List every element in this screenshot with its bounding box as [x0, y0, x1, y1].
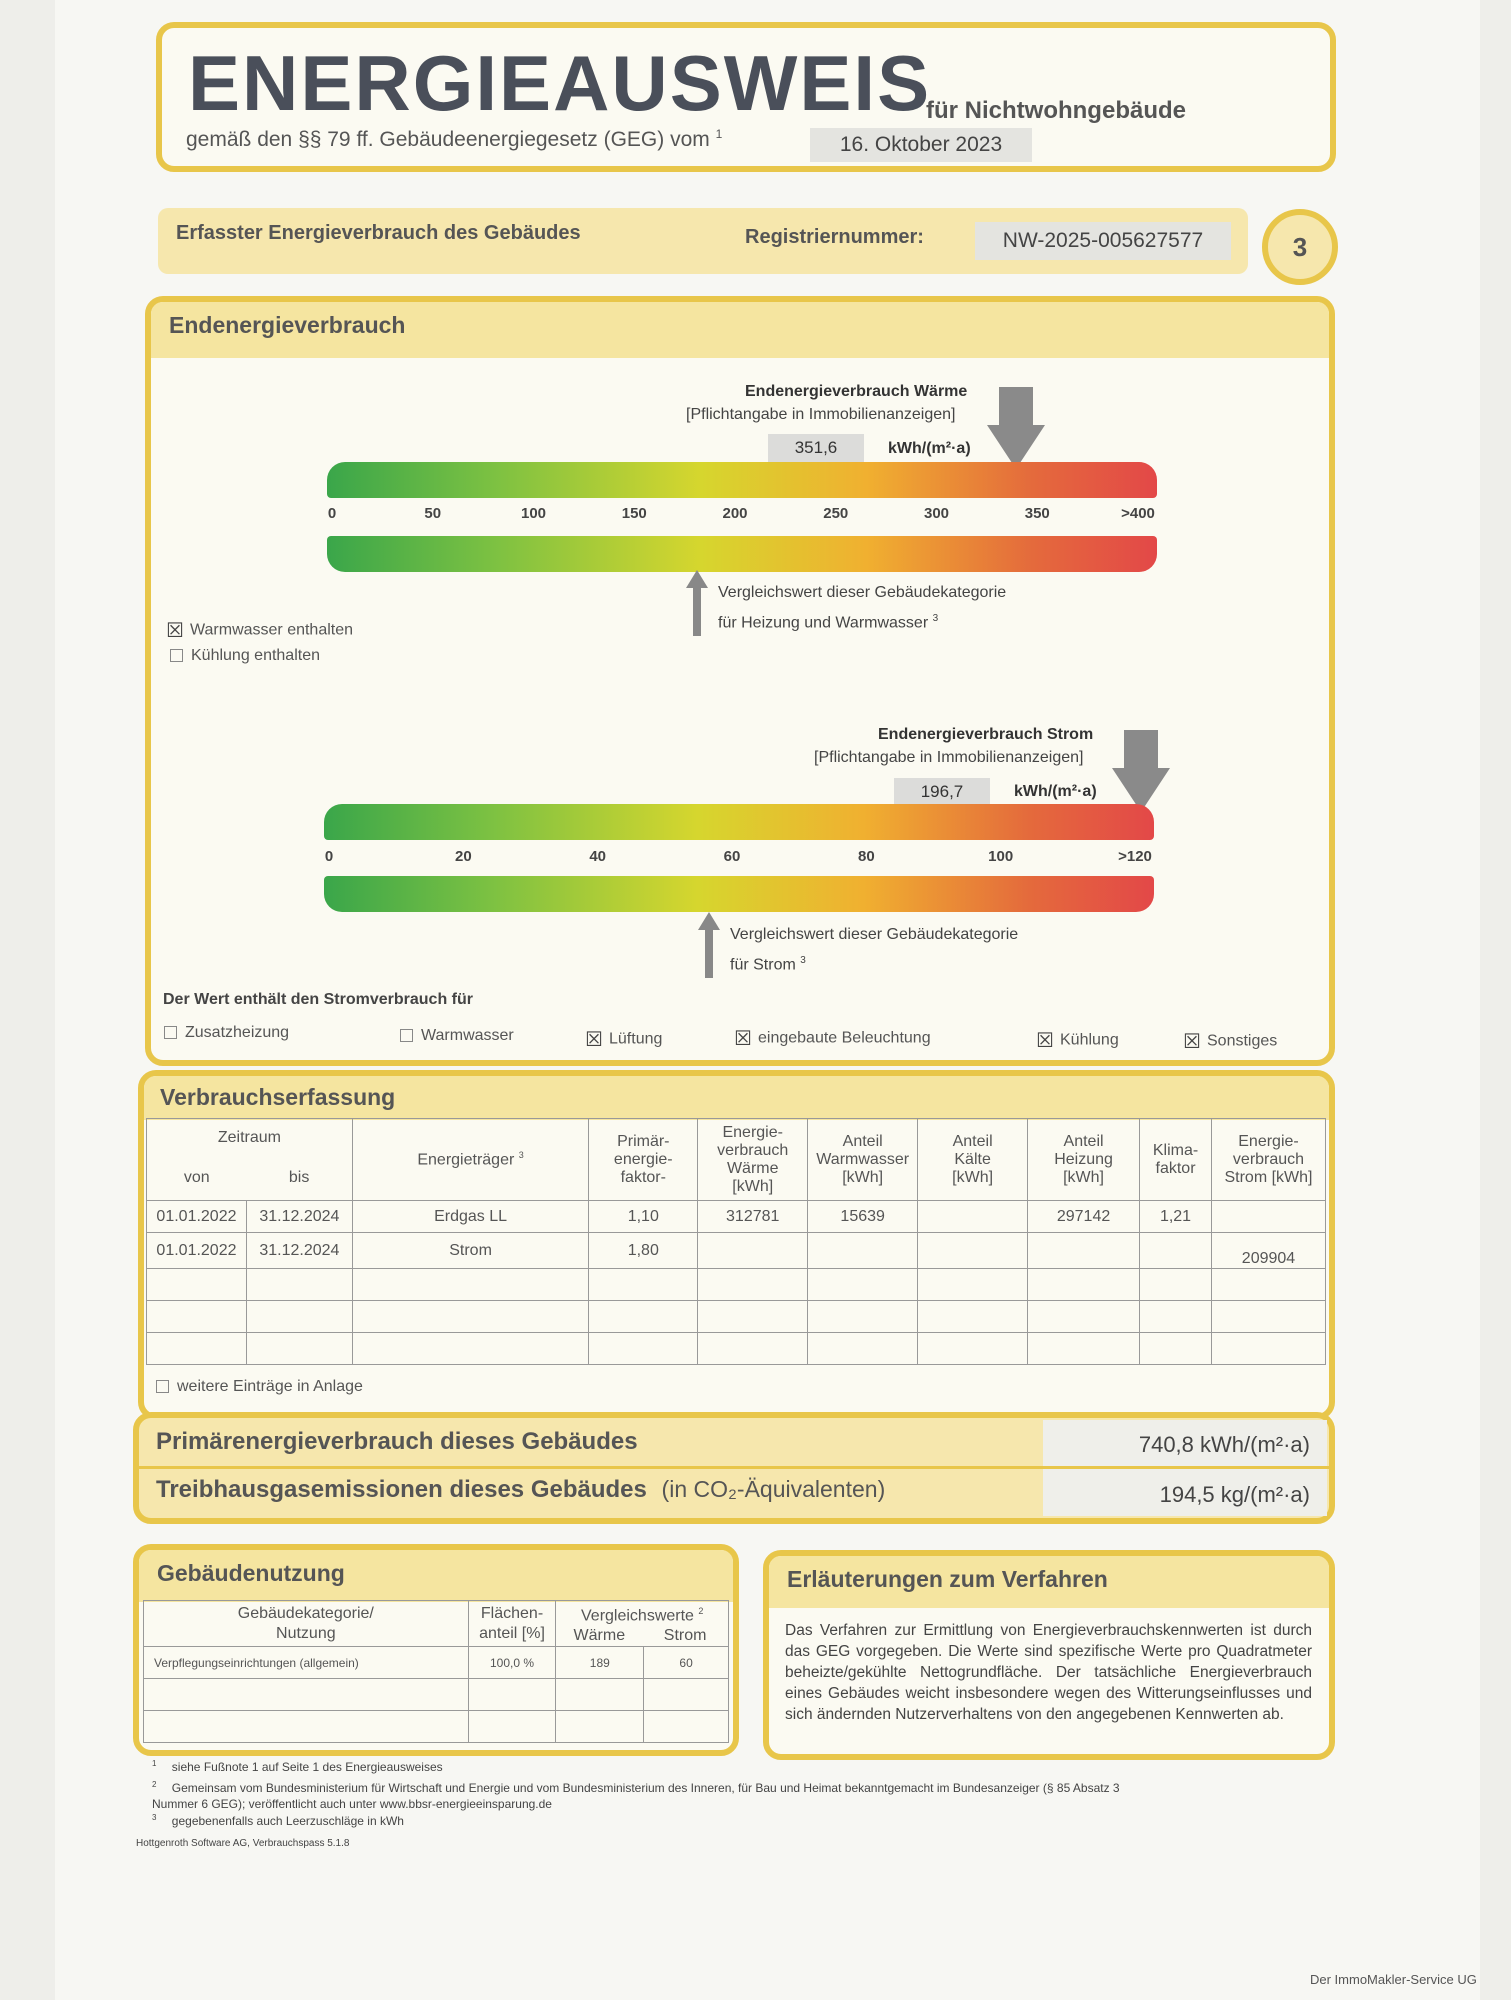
cell-strom	[1212, 1201, 1326, 1233]
strom-scale-bar-bottom	[324, 876, 1154, 912]
summary-divider	[139, 1466, 1329, 1469]
waerme-tick-label: 250	[823, 505, 849, 522]
col-waerme: Energie-verbrauch Wärme [kWh]	[698, 1119, 808, 1201]
checkbox-warmwasser-strom[interactable]	[400, 1027, 514, 1045]
cell-kategorie: Verpflegungseinrichtungen (allgemein)	[144, 1647, 469, 1679]
cell-waerme: 312781	[698, 1201, 808, 1233]
checkbox-label: Warmwasser enthalten	[190, 621, 354, 639]
law-reference	[186, 127, 722, 152]
checkbox-unchecked-icon	[400, 1029, 413, 1042]
registration-number: NW-2025-005627577	[975, 222, 1231, 260]
col-warmwasser: Anteil Warmwasser [kWh]	[808, 1119, 918, 1201]
strom-tick-label: 40	[589, 848, 606, 865]
page-number-badge: 3	[1262, 209, 1338, 285]
checkbox-label: weitere Einträge in Anlage	[177, 1378, 363, 1395]
nutzung-heading: Gebäudenutzung	[139, 1550, 733, 1602]
thg-label-text: Treibhausgasemissionen dieses Gebäudes	[156, 1476, 647, 1503]
waerme-unit: kWh/(m²·a)	[888, 440, 971, 457]
waerme-compare-sup: 3	[932, 613, 939, 624]
checkbox-unchecked-icon	[164, 1026, 177, 1039]
erlaeuterung-text: Das Verfahren zur Ermittlung von Energieverbrauchskennwerten ist durch das GEG vorgegeben. Die Werte sind spezifische Werte pro Quadratmeter beheizte/gekühlte Nettogrundfläche. Der tatsächliche Energieverbrauch eines Gebäudes weicht insbesondere wegen des Witterungseinflusses und sich ändernden Nutzerverhaltens von den angegebenen Kennwerten ab.	[785, 1622, 1312, 1723]
col-bis: bis	[246, 1157, 352, 1201]
waerme-scale-bar-top	[327, 462, 1157, 498]
strom-compare-label	[730, 922, 1018, 978]
primaerenergie-label: Primärenergieverbrauch dieses Gebäudes	[156, 1428, 638, 1455]
waerme-value-arrow	[985, 387, 1047, 471]
checkbox-unchecked-icon	[156, 1380, 169, 1393]
waerme-compare-label	[718, 580, 1006, 636]
table-row	[144, 1679, 729, 1711]
strom-compare-sup: 3	[800, 955, 806, 966]
strom-compare-line2: für Strom $^3$	[730, 955, 806, 974]
strom-note: [Pflichtangabe in Immobilienanzeigen]	[814, 749, 1084, 766]
col-heizung: Anteil Heizung [kWh]	[1028, 1119, 1140, 1201]
col-energietraeger: Energieträger $^3$	[352, 1119, 588, 1201]
watermark: Der ImmoMakler-Service UG	[1310, 1972, 1477, 1987]
thg-label-suffix: (in CO₂-Äquivalenten)	[661, 1476, 886, 1502]
col-vergleichswerte: Vergleichswerte $^2$ Wärme Strom	[556, 1601, 729, 1647]
cell-bis: 31.12.2024	[246, 1201, 352, 1233]
cell-vergl-strom: 60	[644, 1647, 729, 1679]
cell-klima	[1140, 1233, 1212, 1269]
strom-title: Endenergieverbrauch Strom	[878, 726, 1094, 743]
cell-anteil: 100,0 %	[468, 1647, 556, 1679]
cell-klima: 1,21	[1140, 1201, 1212, 1233]
waerme-compare-arrow	[685, 570, 709, 636]
nutzung-table	[143, 1600, 729, 1743]
table-row	[147, 1233, 1326, 1269]
page-title: ENERGIEAUSWEIS	[188, 39, 932, 127]
col-von: von	[147, 1157, 247, 1201]
footnote-2: $^2$ Gemeinsam vom Bundesministerium für Wirtschaft und Energie und vom Bundesministerium des Inneren, für Bau und Heimat bekanntgemacht im Bundesanzeiger (§ 85 Absatz 3 Nummer 6 GEG); veröffentlicht auch unter www.bbsr-energieeinsparung.de	[152, 1780, 1120, 1811]
waerme-compare-line2: für Heizung und Warmwasser $^3$	[718, 613, 939, 632]
table-row	[147, 1301, 1326, 1333]
checkbox-kuehlung-enthalten[interactable]	[170, 647, 320, 665]
cell-vergl-waerme: 189	[556, 1647, 644, 1679]
verbrauch-heading: Verbrauchserfassung	[144, 1076, 1329, 1120]
checkbox-label: Kühlung enthalten	[191, 647, 320, 664]
waerme-tick-label: 0	[327, 505, 337, 522]
strom-tick-label: 80	[857, 848, 875, 865]
col-vergl-strom: Strom	[663, 1627, 707, 1645]
strom-contains-label: Der Wert enthält den Stromverbrauch für	[163, 991, 473, 1008]
cell-primaer: 1,10	[589, 1201, 698, 1233]
col-klimafaktor: Klima-faktor	[1140, 1119, 1212, 1201]
cell-ww: 15639	[808, 1201, 918, 1233]
col-flaechenanteil: Flächen-anteil [%]	[468, 1601, 556, 1647]
strom-tick-label: 0	[324, 848, 334, 865]
waerme-tick-label: 350	[1024, 505, 1050, 522]
cell-kaelte	[918, 1201, 1028, 1233]
waerme-note: [Pflichtangabe in Immobilienanzeigen]	[686, 406, 956, 423]
table-row	[144, 1711, 729, 1743]
cell-primaer: 1,80	[589, 1233, 698, 1269]
waerme-tick-label: 200	[722, 505, 748, 522]
waerme-tick-label: 50	[424, 505, 442, 522]
cell-heizung: 297142	[1028, 1201, 1140, 1233]
strom-compare-arrow	[697, 912, 721, 978]
footnote-1: $^1$ siehe Fußnote 1 auf Seite 1 des Energieausweises	[152, 1759, 443, 1774]
checkbox-label: Zusatzheizung	[185, 1024, 290, 1041]
cell-strom: 209904	[1212, 1233, 1326, 1269]
checkbox-weitere-eintraege[interactable]	[156, 1378, 363, 1396]
page-subtitle: für Nichtwohngebäude	[926, 97, 1186, 124]
cell-traeger: Strom	[352, 1233, 588, 1269]
strom-tick-label: >120	[1118, 848, 1152, 865]
checkbox-unchecked-icon	[170, 649, 183, 662]
checkbox-lueftung[interactable]	[585, 1027, 662, 1052]
checkbox-kuehlung-strom[interactable]	[1036, 1028, 1119, 1053]
checkbox-checked-icon: ☒	[1183, 1031, 1201, 1053]
cell-heizung	[1028, 1233, 1140, 1269]
checkbox-beleuchtung[interactable]	[734, 1026, 931, 1051]
strom-value: 196,7	[894, 778, 990, 806]
col-vergl-waerme: Wärme	[573, 1627, 626, 1645]
strom-tick-label: 100	[988, 848, 1014, 865]
checkbox-label: Lüftung	[609, 1030, 663, 1048]
checkbox-checked-icon: ☒	[166, 620, 184, 642]
strom-value-arrow	[1110, 730, 1172, 814]
law-footnote-mark: 1	[715, 127, 723, 141]
cell-kaelte	[918, 1233, 1028, 1269]
checkbox-label: eingebaute Beleuchtung	[758, 1029, 931, 1047]
table-row	[147, 1269, 1326, 1301]
cell-von: 01.01.2022	[147, 1233, 247, 1269]
checkbox-sonstiges[interactable]	[1183, 1029, 1277, 1054]
thg-label	[156, 1476, 885, 1504]
verbrauch-table	[146, 1118, 1326, 1365]
checkbox-checked-icon: ☒	[734, 1028, 752, 1050]
checkbox-warmwasser[interactable]	[166, 618, 353, 643]
col-strom: Energie-verbrauch Strom [kWh]	[1212, 1119, 1326, 1201]
strom-compare-line1: Vergleichswert dieser Gebäudekategorie	[730, 926, 1019, 943]
waerme-value: 351,6	[768, 434, 864, 462]
strom-unit: kWh/(m²·a)	[1014, 783, 1097, 800]
waerme-compare-line1: Vergleichswert dieser Gebäudekategorie	[718, 584, 1007, 601]
cell-von: 01.01.2022	[147, 1201, 247, 1233]
cell-waerme	[698, 1233, 808, 1269]
table-row	[147, 1333, 1326, 1365]
waerme-tick-label: 150	[621, 505, 647, 522]
primaerenergie-value: 740,8 kWh/(m²·a)	[1138, 1432, 1310, 1457]
cell-bis: 31.12.2024	[246, 1233, 352, 1269]
strom-tick-label: 20	[454, 848, 472, 865]
thg-value: 194,5 kg/(m²·a)	[1159, 1482, 1310, 1507]
footnote-3: $^3$ gegebenenfalls auch Leerzuschläge in kWh	[152, 1813, 404, 1828]
software-credit: Hottgenroth Software AG, Verbrauchspass 5.1.8	[136, 1838, 350, 1849]
waerme-title: Endenergieverbrauch Wärme	[745, 383, 968, 400]
col-zeitraum: Zeitraum	[147, 1119, 353, 1157]
col-primaerfaktor: Primär-energie-faktor-	[589, 1119, 698, 1201]
table-row	[147, 1201, 1326, 1233]
section-bar-label: Erfasster Energieverbrauch des Gebäudes	[176, 222, 581, 244]
waerme-tick-label: >400	[1121, 505, 1155, 522]
col-kaelte: Anteil Kälte [kWh]	[918, 1119, 1028, 1201]
strom-scale-bar-top	[324, 804, 1154, 840]
checkbox-label: Sonstiges	[1207, 1032, 1278, 1050]
checkbox-label: Kühlung	[1060, 1031, 1119, 1049]
waerme-tick-label: 300	[923, 505, 950, 522]
issue-date: 16. Oktober 2023	[810, 128, 1032, 162]
registration-label: Registriernummer:	[745, 226, 924, 248]
waerme-scale-bar-bottom	[327, 536, 1157, 572]
law-text: gemäß den §§ 79 ff. Gebäudeenergiegesetz (GEG) vom	[186, 128, 710, 151]
checkbox-checked-icon: ☒	[1036, 1030, 1054, 1052]
endenergie-heading: Endenergieverbrauch	[151, 302, 1329, 358]
cell-traeger: Erdgas LL	[352, 1201, 588, 1233]
erlaeuterung-heading: Erläuterungen zum Verfahren	[769, 1556, 1329, 1608]
cell-ww	[808, 1233, 918, 1269]
checkbox-checked-icon: ☒	[585, 1029, 603, 1051]
checkbox-label: Warmwasser	[421, 1027, 514, 1044]
checkbox-zusatzheizung[interactable]	[164, 1024, 289, 1042]
strom-tick-label: 60	[723, 848, 741, 865]
table-row	[144, 1647, 729, 1679]
waerme-tick-label: 100	[520, 505, 547, 522]
col-kategorie: Gebäudekategorie/ Nutzung	[144, 1601, 469, 1647]
